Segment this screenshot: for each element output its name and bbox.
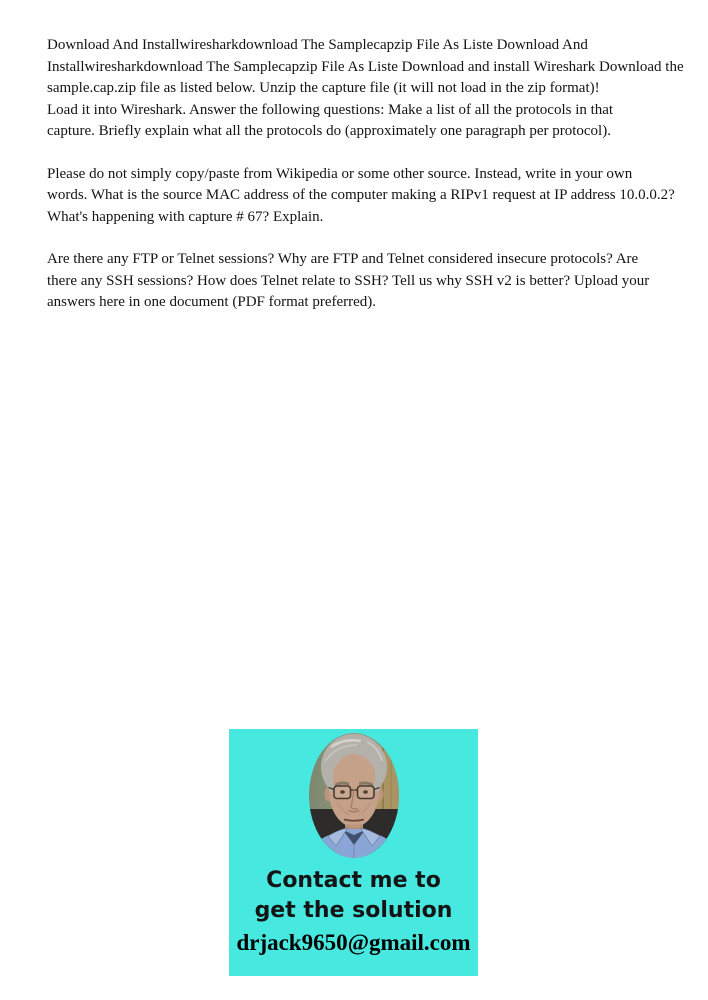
text-line: Installwiresharkdownload The Samplecapzip File As Liste Download and install Wireshark Download the [47,58,684,75]
text-line: Download And Installwiresharkdownload The Samplecapzip File As Liste Download And [47,37,588,53]
text-line: answers here in one document (PDF format preferred). [47,294,377,310]
contact-heading-line-2: get the solution [254,898,453,923]
contact-card [229,729,478,976]
text-line: Load it into Wireshark. Answer the following questions: Make a list of all the protocols in that [47,101,614,118]
text-line: Are there any FTP or Telnet sessions? Why are FTP and Telnet considered insecure protocols? Are [47,251,639,267]
paragraph-1 [47,35,684,143]
text-line: capture. Briefly explain what all the protocols do (approximately one paragraph per protocol). [47,123,611,139]
assignment-text [47,35,684,335]
portrait-photo [309,733,399,858]
contact-heading-line-1: Contact me to [266,868,441,893]
text-line: Please do not simply copy/paste from Wikipedia or some other source. Instead, write in your own [47,165,633,182]
text-line: What's happening with capture # 67? Explain. [47,208,324,225]
text-line: words. What is the source MAC address of the computer making a RIPv1 request at IP address 10.0.0.2? [47,187,675,203]
paragraph-2 [47,164,675,229]
text-line: sample.cap.zip file as listed below. Unzip the capture file (it will not load in the zip format)! [47,80,600,96]
contact-heading [255,866,453,926]
text-line: there any SSH sessions? How does Telnet relate to SSH? Tell us why SSH v2 is better? Upload your [47,272,650,289]
man-with-glasses-portrait-icon [309,733,399,858]
paragraph-3 [47,249,672,314]
contact-email: drjack9650@gmail.com [236,930,471,955]
